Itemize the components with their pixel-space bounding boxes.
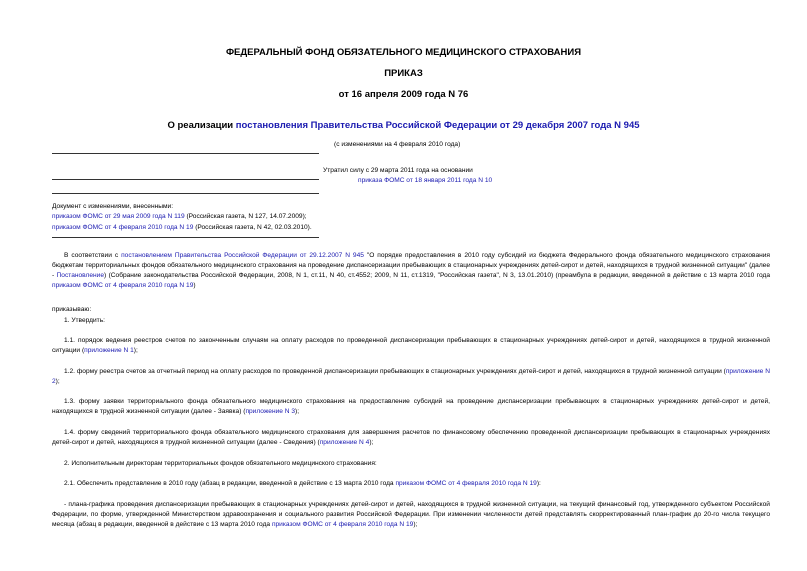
- prikazyvayu: приказываю:: [52, 306, 92, 313]
- appendix-link[interactable]: приложение N 2: [52, 368, 770, 385]
- changes-title: Документ с изменениями, внесенными:: [52, 203, 174, 210]
- divider: [52, 179, 319, 180]
- changes-item: приказом ФОМС от 29 мая 2009 года N 119 (Российская газета, N 127, 14.07.2009);: [52, 213, 307, 220]
- doc-subject: [0, 120, 807, 131]
- section-1-2: 1.2. форму реестра счетов за отчетный период на оплату расходов по проведенной диспансеризации пребывающих в стационарных учреждениях детей-сирот и детей, находящихся в трудной жизненной ситуации (приложение N 2);: [52, 368, 770, 385]
- changes-item-link[interactable]: приказом ФОМС от 29 мая 2009 года N 119: [52, 213, 185, 220]
- amendment-link[interactable]: приказом ФОМС от 4 февраля 2010 года N 19: [395, 480, 537, 487]
- appendix-link[interactable]: приложение N 1: [84, 347, 134, 354]
- changes-item-link[interactable]: приказом ФОМС от 4 февраля 2010 года N 19: [52, 224, 194, 231]
- section-2-1: 2.1. Обеспечить представление в 2010 году (абзац в редакции, введенной в действие с 13 марта 2010 года приказом ФОМС от 4 февраля 2010 года N 19):: [64, 480, 541, 487]
- subject-prefix: О реализации: [167, 120, 236, 131]
- preamble-link[interactable]: Постановление: [56, 272, 105, 279]
- divider: [52, 153, 319, 154]
- section-1-1: 1.1. порядок ведения реестров счетов по законченным случаям на оплату расходов по проведенной диспансеризации пребывающих в стационарных учреждениях детей-сирот и детей, находящихся в трудной жизненной ситуации (приложение N 1);: [52, 337, 770, 354]
- section-2: 2. Исполнительным директорам территориальных фондов обязательного медицинского страхования:: [64, 460, 377, 467]
- section-1-4: 1.4. форму сведений территориального фонда обязательного медицинского страхования для завершения расчетов по финансовому обеспечению проведенной диспансеризации пребывающих в стационарных учреждениях детей-сирот и детей, находящихся в трудной жизненной ситуации (далее - Сведения) (приложение N 4);: [52, 429, 770, 446]
- appendix-link[interactable]: приложение N 3: [245, 408, 296, 415]
- preamble-link[interactable]: приказом ФОМС от 4 февраля 2010 года N 19: [52, 282, 194, 289]
- amended-note: (с изменениями на 4 февраля 2010 года): [334, 141, 461, 148]
- appendix-link[interactable]: приложение N 4: [319, 439, 370, 446]
- preamble: В соответствии с постановлением Правительства Российской Федерации от 29.12.2007 N 945 "О порядке предоставления в 2010 году субсидий из бюджета Федерального фонда обязательного медицинского страхования бюджетам территориальных фондов обязательного медицинского страхования на проведение диспансеризации пребывающих в стационарных учреждениях детей-сирот и детей, находящихся в трудной жизненной ситуации" (далее - Постановление) (Собрание законодательства Российской Федерации, 2008, N 1, ст.11, N 40, ст.4552; 2009, N 11, ст.1319, "Российская газета", N 3, 13.01.2010) (преамбула в редакции, введенной в действие с 13 марта 2010 года приказом ФОМС от 4 февраля 2010 года N 19): [52, 252, 771, 289]
- section-1-3: 1.3. форму заявки территориального фонда обязательного медицинского страхования на предоставление субсидий на проведение диспансеризации пребывающих в стационарных учреждениях детей-сирот и детей, находящихся в трудной жизненной ситуации (далее - Заявка) (приложение N 3);: [52, 398, 770, 415]
- section-1: 1. Утвердить:: [64, 317, 105, 324]
- doc-date-number: от 16 апреля 2009 года N 76: [338, 89, 469, 100]
- status-link[interactable]: приказа ФОМС от 18 января 2011 года N 10: [358, 177, 493, 184]
- doc-type: ПРИКАЗ: [384, 68, 423, 79]
- preamble-link[interactable]: постановлением Правительства Российской Федерации от 29.12.2007 N 945: [121, 252, 364, 259]
- org-title: ФЕДЕРАЛЬНЫЙ ФОНД ОБЯЗАТЕЛЬНОГО МЕДИЦИНСКОГО СТРАХОВАНИЯ: [225, 47, 582, 58]
- status-line: Утратил силу с 29 марта 2011 года на основании: [323, 167, 473, 174]
- changes-item: приказом ФОМС от 4 февраля 2010 года N 19 (Российская газета, N 42, 02.03.2010).: [52, 224, 312, 231]
- subject-link[interactable]: постановления Правительства Российской Федерации от 29 декабря 2007 года N 945: [235, 120, 640, 131]
- section-2-1-item: - плана-графика проведения диспансеризации пребывающих в стационарных учреждениях детей-сирот и детей, находящихся в трудной жизненной ситуации, на текущий финансовый год, утвержденного субъектом Российской Федерации, по форме, утвержденной Министерством здравоохранения и социального развития Российской Федерации. При изменении численности детей представлять скорректированный план-график до 20-го числа текущего месяца (абзац в редакции, введенной в действие с 13 марта 2010 года приказом ФОМС от 4 февраля 2010 года N 19);: [52, 501, 770, 528]
- divider: [52, 193, 319, 194]
- amendment-link[interactable]: приказом ФОМС от 4 февраля 2010 года N 19: [271, 521, 414, 528]
- divider: [52, 237, 319, 238]
